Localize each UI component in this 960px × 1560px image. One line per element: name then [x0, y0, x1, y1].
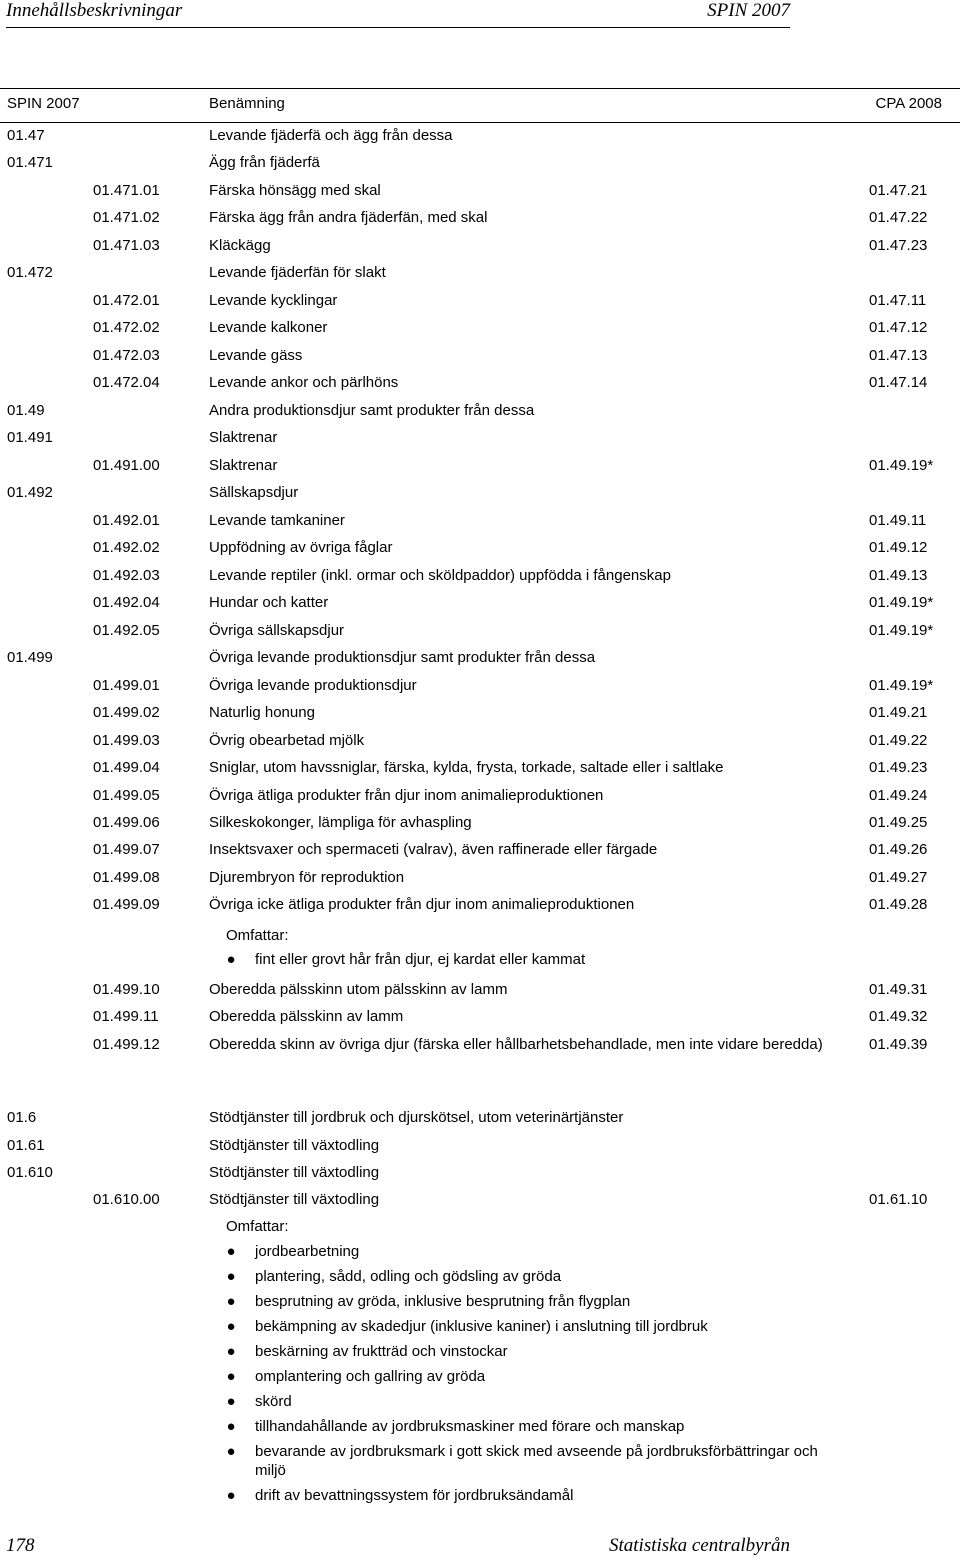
spin-subcode: 01.499.09: [93, 896, 160, 913]
item-name: Slaktrenar: [209, 457, 278, 474]
bullet-icon: ●: [226, 1343, 236, 1360]
cpa-code: 01.49.23: [869, 759, 928, 776]
header-classification: SPIN 2007: [707, 0, 790, 21]
item-name: Djurembryon för reproduktion: [209, 869, 405, 886]
cpa-code: 01.49.19*: [869, 594, 934, 611]
item-name: Övriga levande produktionsdjur: [209, 677, 417, 694]
cpa-code: 01.47.14: [869, 374, 928, 391]
column-cpa: CPA 2008: [875, 95, 942, 112]
spin-subcode: 01.471.03: [93, 237, 160, 254]
spin-subcode: 01.491.00: [93, 457, 160, 474]
item-name: Sällskapsdjur: [209, 484, 299, 501]
bullet-icon: ●: [226, 1268, 236, 1285]
includes-item-text: omplantering och gallring av gröda: [255, 1368, 486, 1385]
cpa-code: 01.49.25: [869, 814, 928, 831]
spin-subcode: 01.472.01: [93, 292, 160, 309]
item-name: Levande gäss: [209, 347, 303, 364]
includes-label: Omfattar:: [226, 1218, 289, 1235]
cpa-code: 01.49.19*: [869, 622, 934, 639]
item-name: Kläckägg: [209, 237, 271, 254]
includes-list-item: [226, 1417, 845, 1436]
cpa-code: 01.49.22: [869, 732, 928, 749]
spin-code: 01.471: [7, 154, 53, 171]
spin-subcode: 01.499.08: [93, 869, 160, 886]
includes-item-text: skörd: [255, 1393, 292, 1410]
header-section-title: Innehållsbeskrivningar: [6, 0, 183, 21]
cpa-code: 01.49.24: [869, 787, 928, 804]
includes-label: Omfattar:: [226, 927, 289, 944]
cpa-code: 01.47.13: [869, 347, 928, 364]
item-name: Stödtjänster till växtodling: [209, 1137, 380, 1154]
item-name: Oberedda pälsskinn av lamm: [209, 1008, 404, 1025]
spin-subcode: 01.499.07: [93, 841, 160, 858]
spin-code: 01.472: [7, 264, 53, 281]
cpa-code: 01.49.19*: [869, 457, 934, 474]
bullet-icon: ●: [226, 1318, 236, 1335]
spin-subcode: 01.499.11: [93, 1008, 159, 1025]
item-name: Levande ankor och pärlhöns: [209, 374, 399, 391]
cpa-code: 01.47.21: [869, 182, 928, 199]
item-name: Insektsvaxer och spermaceti (valrav), även raffinerade eller färgade: [209, 841, 658, 858]
bullet-icon: ●: [226, 1487, 236, 1504]
cpa-code: 01.49.39: [869, 1036, 928, 1053]
item-name: Levande fjäderfän för slakt: [209, 264, 386, 281]
includes-list-item: [226, 1242, 845, 1261]
item-name: Levande reptiler (inkl. ormar och sköldpaddor) uppfödda i fångenskap: [209, 567, 671, 584]
includes-item-text: besprutning av gröda, inklusive besprutning från flygplan: [255, 1293, 631, 1310]
spin-code: 01.491: [7, 429, 53, 446]
item-name: Andra produktionsdjur samt produkter från dessa: [209, 402, 535, 419]
item-name: Hundar och katter: [209, 594, 329, 611]
spin-subcode: 01.499.04: [93, 759, 160, 776]
cpa-code: 01.49.26: [869, 841, 928, 858]
item-name: Naturlig honung: [209, 704, 315, 721]
spin-subcode: 01.499.12: [93, 1036, 160, 1053]
cpa-code: 01.49.11: [869, 512, 927, 529]
cpa-code: 01.49.21: [869, 704, 928, 721]
item-name: Övriga sällskapsdjur: [209, 622, 345, 639]
bullet-icon: ●: [226, 1418, 236, 1435]
spin-subcode: 01.492.02: [93, 539, 160, 556]
includes-list-item: [226, 1317, 845, 1336]
cpa-code: 01.47.23: [869, 237, 928, 254]
item-name: Levande kalkoner: [209, 319, 328, 336]
spin-subcode: 01.492.03: [93, 567, 160, 584]
includes-item-text: jordbearbetning: [255, 1243, 360, 1260]
spin-code: 01.499: [7, 649, 53, 666]
includes-list-item: [226, 1392, 845, 1411]
cpa-code: 01.49.28: [869, 896, 928, 913]
includes-list-item: [226, 1486, 845, 1505]
spin-code: 01.61: [7, 1137, 45, 1154]
spin-subcode: 01.492.04: [93, 594, 160, 611]
spin-subcode: 01.499.03: [93, 732, 160, 749]
item-name: Sniglar, utom havssniglar, färska, kylda, frysta, torkade, saltade eller i saltlake: [209, 759, 724, 776]
bullet-icon: ●: [226, 1443, 236, 1460]
includes-item-text: drift av bevattningssystem för jordbruksändamål: [255, 1487, 574, 1504]
publisher: Statistiska centralbyrån: [608, 1535, 790, 1556]
item-name: Levande tamkaniner: [209, 512, 345, 529]
includes-item-text: tillhandahållande av jordbruksmaskiner med förare och manskap: [255, 1418, 685, 1435]
spin-code: 01.492: [7, 484, 53, 501]
item-name: Silkeskokonger, lämpliga för avhaspling: [209, 814, 472, 831]
spin-subcode: 01.471.01: [93, 182, 160, 199]
spin-subcode: 01.499.02: [93, 704, 160, 721]
item-name: Levande kycklingar: [209, 292, 338, 309]
spin-subcode: 01.610.00: [93, 1191, 160, 1208]
item-name: Oberedda pälsskinn utom pälsskinn av lamm: [209, 981, 508, 998]
bullet-icon: ●: [226, 951, 236, 968]
bullet-icon: ●: [226, 1293, 236, 1310]
item-name: Övriga ätliga produkter från djur inom animalieproduktionen: [209, 787, 604, 804]
includes-item-text: bekämpning av skadedjur (inklusive kaniner) i anslutning till jordbruk: [255, 1318, 708, 1335]
includes-item-text: fint eller grovt hår från djur, ej kardat eller kammat: [255, 951, 586, 968]
cpa-code: 01.47.12: [869, 319, 928, 336]
cpa-code: 01.49.32: [869, 1008, 928, 1025]
spin-code: 01.49: [7, 402, 45, 419]
includes-list-item: [226, 1292, 845, 1311]
item-name: Ägg från fjäderfä: [209, 154, 320, 171]
spin-code: 01.610: [7, 1164, 53, 1181]
cpa-code: 01.47.22: [869, 209, 928, 226]
spin-code: 01.47: [7, 127, 45, 144]
includes-item-text: plantering, sådd, odling och gödsling av gröda: [255, 1268, 562, 1285]
item-name: Övriga levande produktionsdjur samt produkter från dessa: [209, 649, 596, 666]
spin-subcode: 01.492.01: [93, 512, 160, 529]
includes-item-text: beskärning av fruktträd och vinstockar: [255, 1343, 508, 1360]
item-name: Oberedda skinn av övriga djur (färska eller hållbarhetsbehandlade, men inte vidare beredda): [209, 1036, 823, 1053]
item-name: Slaktrenar: [209, 429, 278, 446]
includes-list-item: [226, 950, 845, 969]
spin-subcode: 01.499.01: [93, 677, 160, 694]
includes-list-item: [226, 1267, 845, 1286]
item-name: Färska ägg från andra fjäderfän, med skal: [209, 209, 488, 226]
spin-subcode: 01.472.02: [93, 319, 160, 336]
spin-subcode: 01.472.04: [93, 374, 160, 391]
includes-list-item: [226, 1342, 845, 1361]
spin-subcode: 01.492.05: [93, 622, 160, 639]
cpa-code: 01.49.27: [869, 869, 928, 886]
bullet-icon: ●: [226, 1368, 236, 1385]
cpa-code: 01.49.31: [869, 981, 928, 998]
item-name: Levande fjäderfä och ägg från dessa: [209, 127, 453, 144]
item-name: Övriga icke ätliga produkter från djur inom animalieproduktionen: [209, 896, 635, 913]
bullet-icon: ●: [226, 1243, 236, 1260]
bullet-icon: ●: [226, 1393, 236, 1410]
item-name: Övrig obearbetad mjölk: [209, 732, 365, 749]
item-name: Stödtjänster till växtodling: [209, 1191, 380, 1208]
item-name: Stödtjänster till växtodling: [209, 1164, 380, 1181]
spin-subcode: 01.471.02: [93, 209, 160, 226]
spin-subcode: 01.499.10: [93, 981, 160, 998]
spin-subcode: 01.472.03: [93, 347, 160, 364]
item-name: Färska hönsägg med skal: [209, 182, 381, 199]
column-spin: SPIN 2007: [7, 95, 80, 112]
includes-list-item: [226, 1367, 845, 1386]
cpa-code: 01.49.12: [869, 539, 928, 556]
column-name: Benämning: [209, 95, 285, 112]
spin-code: 01.6: [7, 1109, 37, 1126]
cpa-code: 01.49.13: [869, 567, 928, 584]
spin-subcode: 01.499.06: [93, 814, 160, 831]
page-number: 178: [6, 1535, 35, 1556]
cpa-code: 01.61.10: [869, 1191, 928, 1208]
item-name: Uppfödning av övriga fåglar: [209, 539, 393, 556]
cpa-code: 01.47.11: [869, 292, 927, 309]
cpa-code: 01.49.19*: [869, 677, 934, 694]
spin-subcode: 01.499.05: [93, 787, 160, 804]
includes-list-item: [226, 1442, 845, 1480]
item-name: Stödtjänster till jordbruk och djurskötsel, utom veterinärtjänster: [209, 1109, 624, 1126]
includes-item-text: bevarande av jordbruksmark i gott skick med avseende på jordbruksförbättringar och miljö: [255, 1443, 818, 1479]
